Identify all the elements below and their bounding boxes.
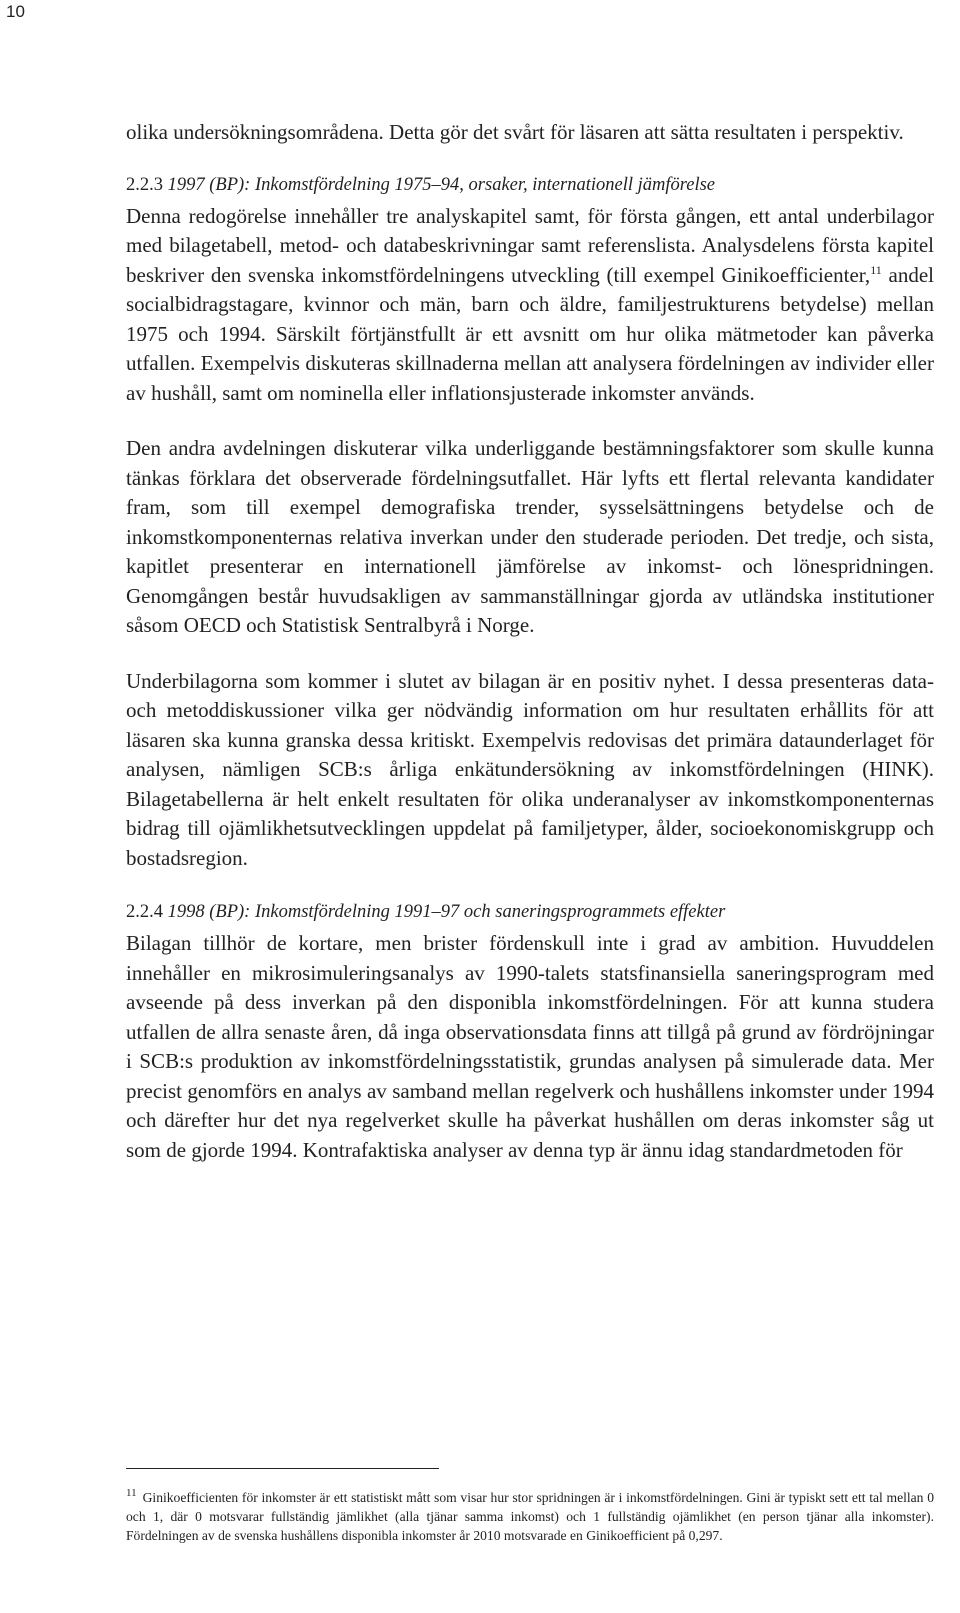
footnote <box>126 1488 934 1545</box>
heading-number: 2.2.3 <box>126 174 168 195</box>
paragraph-sub-appendices: Underbilagorna som kommer i slutet av bilagan är en positiv nyhet. I dessa presenteras data- och metoddiskussioner vilka ger nödvändig information om hur resultaten erhållits för att läsaren ska kunna granska dessa kritiskt. Exempelvis redovisas det primära dataunderlaget för analysen, nämligen SCB:s årliga enkätundersökning av inkomstfördelningen (HINK). Bilagetabellerna är helt enkelt resultaten för olika underanalyser av inkomstkomponenternas bidrag till ojämlikhetsutvecklingen uppdelat på familjetyper, ålder, socioekonomiskgrupp och bostadsregion. <box>126 668 934 870</box>
paragraph-text: andel socialbidragstagare, kvinnor och män, barn och äldre, familjestrukturens betydelse) mellan 1975 och 1994. Särskilt förtjänstfullt är ett avsnitt om hur olika mätmetoder kan påverka utfallen. Exempelvis diskuteras skillnaderna mellan att analysera fördelningen av individer eller av hushåll, samt om nominella eller inflationsjusterade inkomster används. <box>126 262 934 405</box>
paragraph-analysis-overview <box>126 202 934 409</box>
page-number: 10 <box>6 2 25 21</box>
document-body <box>126 118 934 1165</box>
paragraph-second-section: Den andra avdelningen diskuterar vilka underliggande bestämningsfaktorer som skulle kunna tänkas förklara det observerade fördelningsutfallet. Här lyfts ett flertal relevanta kandidater fram, som till exempel demografiska trender, sysselsättningens betydelse och de inkomstkomponenternas relativa inverkan under den studerade perioden. Det tredje, och sista, kapitlet presenterar en internationell jämförelse av inkomst- och lönespridningen. Genomgången består huvudsakligen av sammanställningar gjorda av utländska institutioner såsom OECD och Statistisk Sentralbyrå i Norge. <box>126 436 934 637</box>
paragraph-text: Denna redogörelse innehåller tre analyskapitel samt, för första gången, ett antal underbilagor med bilagetabell, metod- och databeskrivningar samt referenslista. Analysdelens första kapitel beskriver den svenska inkomstfördelningens utveckling (till exempel Ginikoefficienter, <box>126 203 934 287</box>
paragraph-intro: olika undersökningsområdena. Detta gör det svårt för läsaren att sätta resultaten i perspektiv. <box>126 120 904 144</box>
paragraph-microsimulation: Bilagan tillhör de kortare, men brister fördenskull inte i grad av ambition. Huvuddelen innehåller en mikrosimuleringsanalys av 1990-talets statsfinansiella saneringsprogram med avseende på dess inverkan på den disponibla inkomstfördelningen. För att kunna studera utfallen de allra senaste åren, då inga observationsdata finns att tillgå på grund av fördröjningar i SCB:s produktion av inkomstfördelningsstatistik, grundas analysen på simulerade data. Mer precist genomförs en analys av samband mellan regelverk och hushållens inkomster under 1994 och därefter hur det nya regelverket skulle ha påverkat hushållen om deras inkomster såg ut som de gjorde 1994. Kontrafaktiska analyser av denna typ är ännu idag standardmetoden för <box>126 931 934 1162</box>
section-heading-2-2-4 <box>126 899 934 925</box>
heading-title: 1997 (BP): Inkomstfördelning 1975–94, orsaker, internationell jämförelse <box>167 174 716 195</box>
heading-title: 1998 (BP): Inkomstfördelning 1991–97 och saneringsprogrammets effekter <box>167 902 726 922</box>
footnote-text: Ginikoefficienten för inkomster är ett statistiskt mått som visar hur stor spridningen är i inkomstfördelningen. Gini är typiskt sett ett tal mellan 0 och 1, där 0 motsvarar fullständig jämlikhet (alla tjänar samma inkomst) och 1 fullständig ojämlikhet (en person tjänar alla inkomster). Fördelningen av de svenska hushållens disponibla inkomster år 2010 motsvarade en Ginikoefficient på 0,297. <box>126 1490 934 1543</box>
footnote-number: 11 <box>126 1487 137 1500</box>
footnote-divider <box>126 1468 439 1469</box>
heading-number: 2.2.4 <box>126 902 168 922</box>
section-heading-2-2-3 <box>126 172 934 198</box>
footnote-reference[interactable]: 11 <box>870 262 882 277</box>
